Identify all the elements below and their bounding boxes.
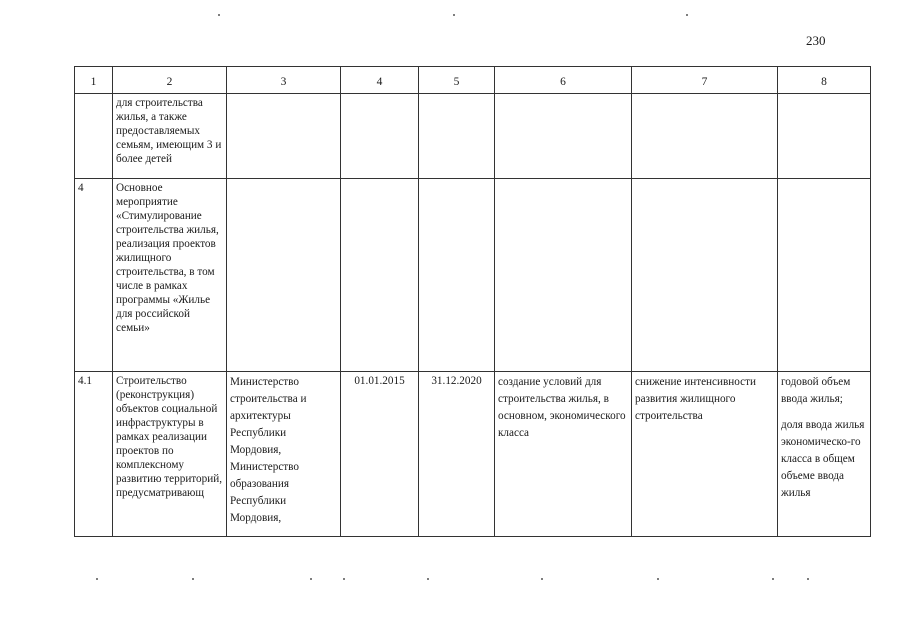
table-cell-consequences: снижение интенсивности развития жилищного строительства [632,372,778,537]
header-col-7: 7 [632,67,778,94]
table-cell [227,94,341,179]
table-cell-start-date: 01.01.2015 [341,372,419,537]
page-number: 230 [806,33,826,48]
table-row-4 [75,179,871,372]
table-cell [341,94,419,179]
scan-speck [657,578,659,580]
header-col-5: 5 [419,67,495,94]
scan-speck [772,578,774,580]
table-cell [495,94,632,179]
scan-speck [96,578,98,580]
table-cell-description: для строительства жилья, а также предоставляемых семьям, имеющим 3 и более детей [113,94,227,179]
header-col-3: 3 [227,67,341,94]
scan-speck [192,578,194,580]
table-cell [778,94,871,179]
table-cell [495,179,632,372]
table-cell-number: 4 [75,179,113,372]
table-cell-description: Основное мероприятие «Стимулирование строительства жилья, реализация проектов жилищного строительства, в том числе в рамках программы «Жилье для российской семьи» [113,179,227,372]
table-cell-number: 4.1 [75,372,113,537]
header-col-6: 6 [495,67,632,94]
table-cell [75,94,113,179]
scan-speck [453,14,455,16]
program-table [74,66,871,537]
table-cell [632,179,778,372]
table-cell [419,94,495,179]
header-col-8: 8 [778,67,871,94]
indicator-annual-volume: годовой объем ввода жилья; [781,376,851,405]
scan-speck [541,578,543,580]
table-cell [341,179,419,372]
table-cell [419,179,495,372]
table-cell [227,179,341,372]
header-col-2: 2 [113,67,227,94]
indicator-economy-share: доля ввода жилья экономическо-го класса в общем объеме ввода жилья [781,419,865,499]
header-row [75,67,871,94]
table-cell-description: Строительство (реконструкция) объектов социальной инфраструктуры в рамках реализации проектов по комплексному развитию территорий, предусматривающ [113,372,227,537]
table-row-continuation [75,94,871,179]
scan-speck [310,578,312,580]
scan-speck [686,14,688,16]
table-cell-end-date: 31.12.2020 [419,372,495,537]
header-col-1: 1 [75,67,113,94]
scan-speck [427,578,429,580]
table-cell [778,179,871,372]
scan-speck [807,578,809,580]
table-cell-indicators [778,372,871,537]
scan-speck [343,578,345,580]
header-col-4: 4 [341,67,419,94]
table-row-4-1 [75,372,871,537]
scan-speck [218,14,220,16]
table-cell-executor: Министерство строительства и архитектуры Республики Мордовия, Министерство образования Республики Мордовия, [227,372,341,537]
table-cell-result: создание условий для строительства жилья, в основном, экономического класса [495,372,632,537]
table-cell [632,94,778,179]
